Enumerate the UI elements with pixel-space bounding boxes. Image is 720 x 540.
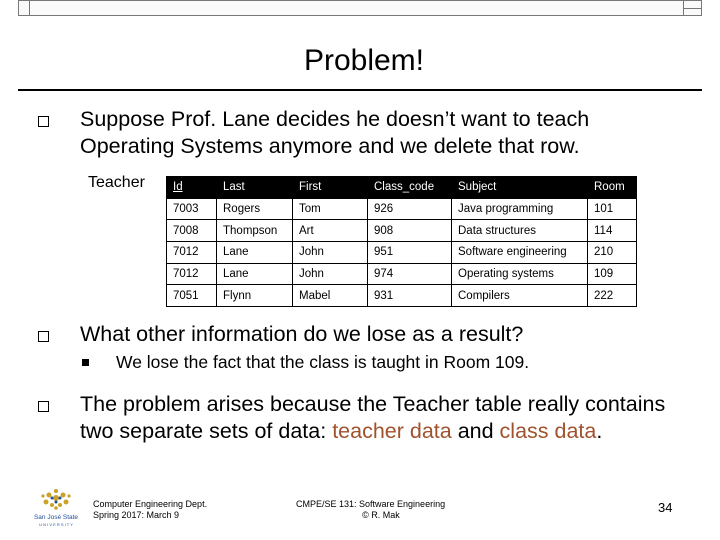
table-row bbox=[167, 198, 637, 220]
table-cell: Java programming bbox=[452, 198, 588, 220]
frame-divider bbox=[684, 8, 701, 9]
page-number: 34 bbox=[658, 500, 673, 515]
sub-bullet-marker bbox=[82, 359, 89, 366]
table-label: Teacher bbox=[88, 174, 145, 191]
table-row bbox=[167, 285, 637, 307]
table-cell: John bbox=[293, 263, 368, 285]
column-header: Room bbox=[588, 177, 637, 199]
table-cell: Lane bbox=[217, 263, 293, 285]
bullet-marker bbox=[38, 401, 49, 412]
table-cell: 222 bbox=[588, 285, 637, 307]
table-cell: 101 bbox=[588, 198, 637, 220]
table-cell: 7008 bbox=[167, 220, 217, 242]
table-cell: 951 bbox=[368, 242, 452, 264]
column-header: Last bbox=[217, 177, 293, 199]
table-cell: Rogers bbox=[217, 198, 293, 220]
table-cell: Operating systems bbox=[452, 263, 588, 285]
table-cell: 974 bbox=[368, 263, 452, 285]
column-header: First bbox=[293, 177, 368, 199]
bullet-marker bbox=[38, 116, 49, 127]
bullet-text-2: What other information do we lose as a result? bbox=[80, 322, 524, 346]
footer-course-title: CMPE/SE 131: Software Engineering bbox=[296, 499, 446, 509]
bullet-3-text-end: . bbox=[596, 419, 603, 443]
table-cell: 931 bbox=[368, 285, 452, 307]
table-cell: Tom bbox=[293, 198, 368, 220]
footer-course-dept: Computer Engineering Dept. bbox=[93, 499, 208, 509]
title-underline bbox=[18, 89, 702, 91]
column-header: Id bbox=[167, 177, 217, 199]
table-cell: Compilers bbox=[452, 285, 588, 307]
table-row bbox=[167, 242, 637, 264]
frame-divider bbox=[29, 1, 30, 15]
slide-title: Problem! bbox=[303, 44, 424, 77]
logo-wordmark-sub: U N I V E R S I T Y bbox=[39, 522, 73, 527]
accent-class-data: class data bbox=[499, 419, 597, 443]
table-row bbox=[167, 263, 637, 285]
table-cell: 926 bbox=[368, 198, 452, 220]
table-cell: Lane bbox=[217, 242, 293, 264]
table-row bbox=[167, 220, 637, 242]
table-cell: Mabel bbox=[293, 285, 368, 307]
university-logo bbox=[32, 486, 80, 530]
table-cell: 109 bbox=[588, 263, 637, 285]
slide-top-frame bbox=[18, 0, 702, 16]
bullet-marker bbox=[38, 331, 49, 342]
column-header: Subject bbox=[452, 177, 588, 199]
table-header-row bbox=[167, 177, 637, 199]
logo-wordmark: San José State bbox=[33, 514, 79, 521]
sub-bullet-text: We lose the fact that the class is taught in Room 109. bbox=[116, 352, 530, 372]
footer-author: © R. Mak bbox=[362, 510, 400, 520]
bullet-text-3 bbox=[80, 391, 670, 445]
column-header: Class_code bbox=[368, 177, 452, 199]
table-cell: 7012 bbox=[167, 242, 217, 264]
bullet-3-text-start: The problem arises because the Teacher table really contains two separate sets of data: bbox=[80, 392, 666, 443]
table-cell: John bbox=[293, 242, 368, 264]
table-cell: Flynn bbox=[217, 285, 293, 307]
bullet-text-1: Suppose Prof. Lane decides he doesn’t want to teach Operating Systems anymore and we delete that row. bbox=[80, 107, 590, 158]
table-cell: Software engineering bbox=[452, 242, 588, 264]
accent-teacher-data: teacher data bbox=[332, 419, 452, 443]
table-cell: Art bbox=[293, 220, 368, 242]
table-cell: 908 bbox=[368, 220, 452, 242]
footer-date: Spring 2017: March 9 bbox=[93, 510, 180, 520]
table-cell: 210 bbox=[588, 242, 637, 264]
table-cell: 7051 bbox=[167, 285, 217, 307]
teacher-table bbox=[166, 176, 637, 307]
table-cell: 7012 bbox=[167, 263, 217, 285]
table-cell: Data structures bbox=[452, 220, 588, 242]
bullet-3-text-mid: and bbox=[451, 419, 500, 443]
table-cell: 7003 bbox=[167, 198, 217, 220]
table-cell: 114 bbox=[588, 220, 637, 242]
table-cell: Thompson bbox=[217, 220, 293, 242]
